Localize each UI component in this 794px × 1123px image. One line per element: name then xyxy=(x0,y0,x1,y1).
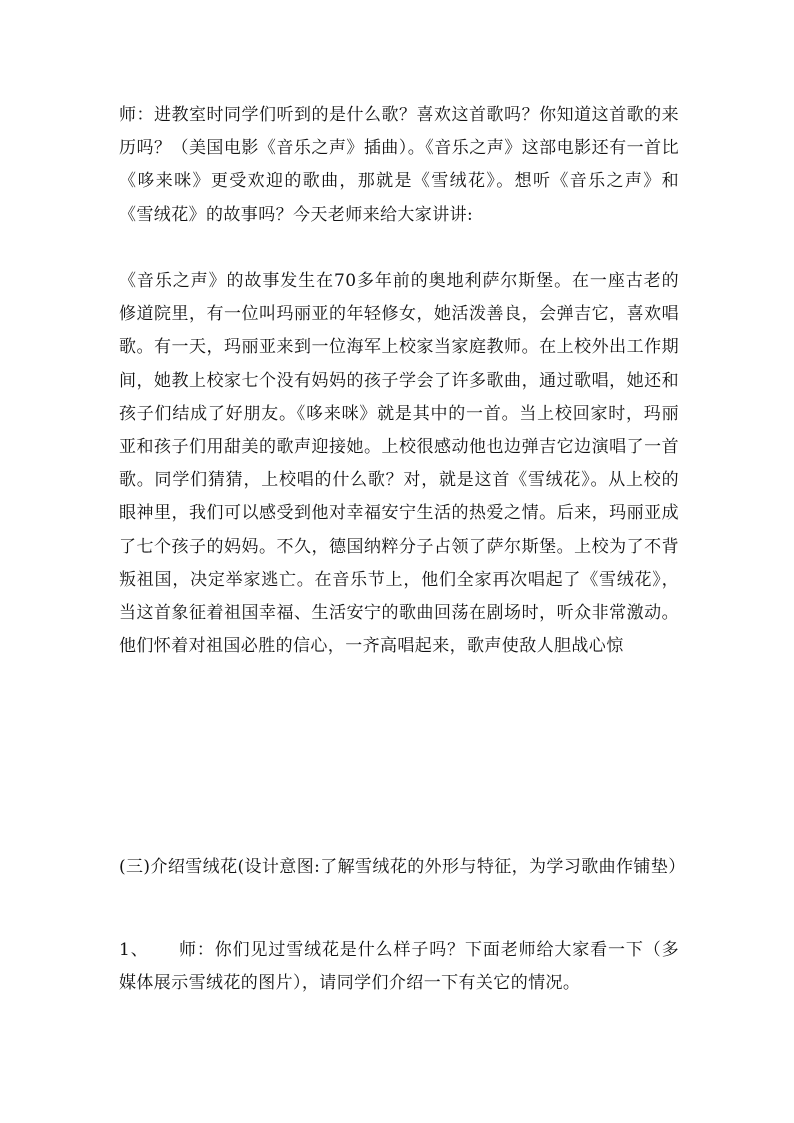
section-heading-paragraph: (三)介绍雪绒花(设计意图:了解雪绒花的外形与特征，为学习歌曲作铺垫） xyxy=(119,857,686,877)
numbered-item-paragraph xyxy=(119,934,679,1000)
item-number: 1、 xyxy=(119,940,149,960)
story-paragraph: 《音乐之声》的故事发生在70多年前的奥地利萨尔斯堡。在一座古老的修道院里，有一位叫玛丽亚的年轻修女，她活泼善良，会弹吉它，喜欢唱歌。有一天，玛丽亚来到一位海军上校家当家庭教师。在上校外出工作期间，她教上校家七个没有妈妈的孩子学会了许多歌曲，通过歌唱，她还和孩子们结成了好朋友。《哆来咪》就是其中的一首。当上校回家时，玛丽亚和孩子们用甜美的歌声迎接她。上校很感动他也边弹吉它边演唱了一首歌。同学们猜猜，上校唱的什么歌？对，就是这首《雪绒花》。从上校的眼神里，我们可以感受到他对幸福安宁生活的热爱之情。后来，玛丽亚成了七个孩子的妈妈。不久，德国纳粹分子占领了萨尔斯堡。上校为了不背叛祖国，决定举家逃亡。在音乐节上，他们全家再次唱起了《雪绒花》，当这首象征着祖国幸福、生活安宁的歌曲回荡在剧场时，听众非常激动。他们怀着对祖国必胜的信心，一齐高唱起来，歌声使敌人胆战心惊 xyxy=(119,271,679,657)
teacher-intro-paragraph: 师：进教室时同学们听到的是什么歌？喜欢这首歌吗？你知道这首歌的来历吗？（美国电影《音乐之声》插曲）。《音乐之声》这部电影还有一首比《哆来咪》更受欢迎的歌曲，那就是《雪绒花》。想听《音乐之声》和《雪绒花》的故事吗？今天老师来给大家讲讲: xyxy=(119,105,679,225)
item-text: 师：你们见过雪绒花是什么样子吗？下面老师给大家看一下（多媒体展示雪绒花的图片），请同学们介绍一下有关它的情况。 xyxy=(119,940,679,994)
